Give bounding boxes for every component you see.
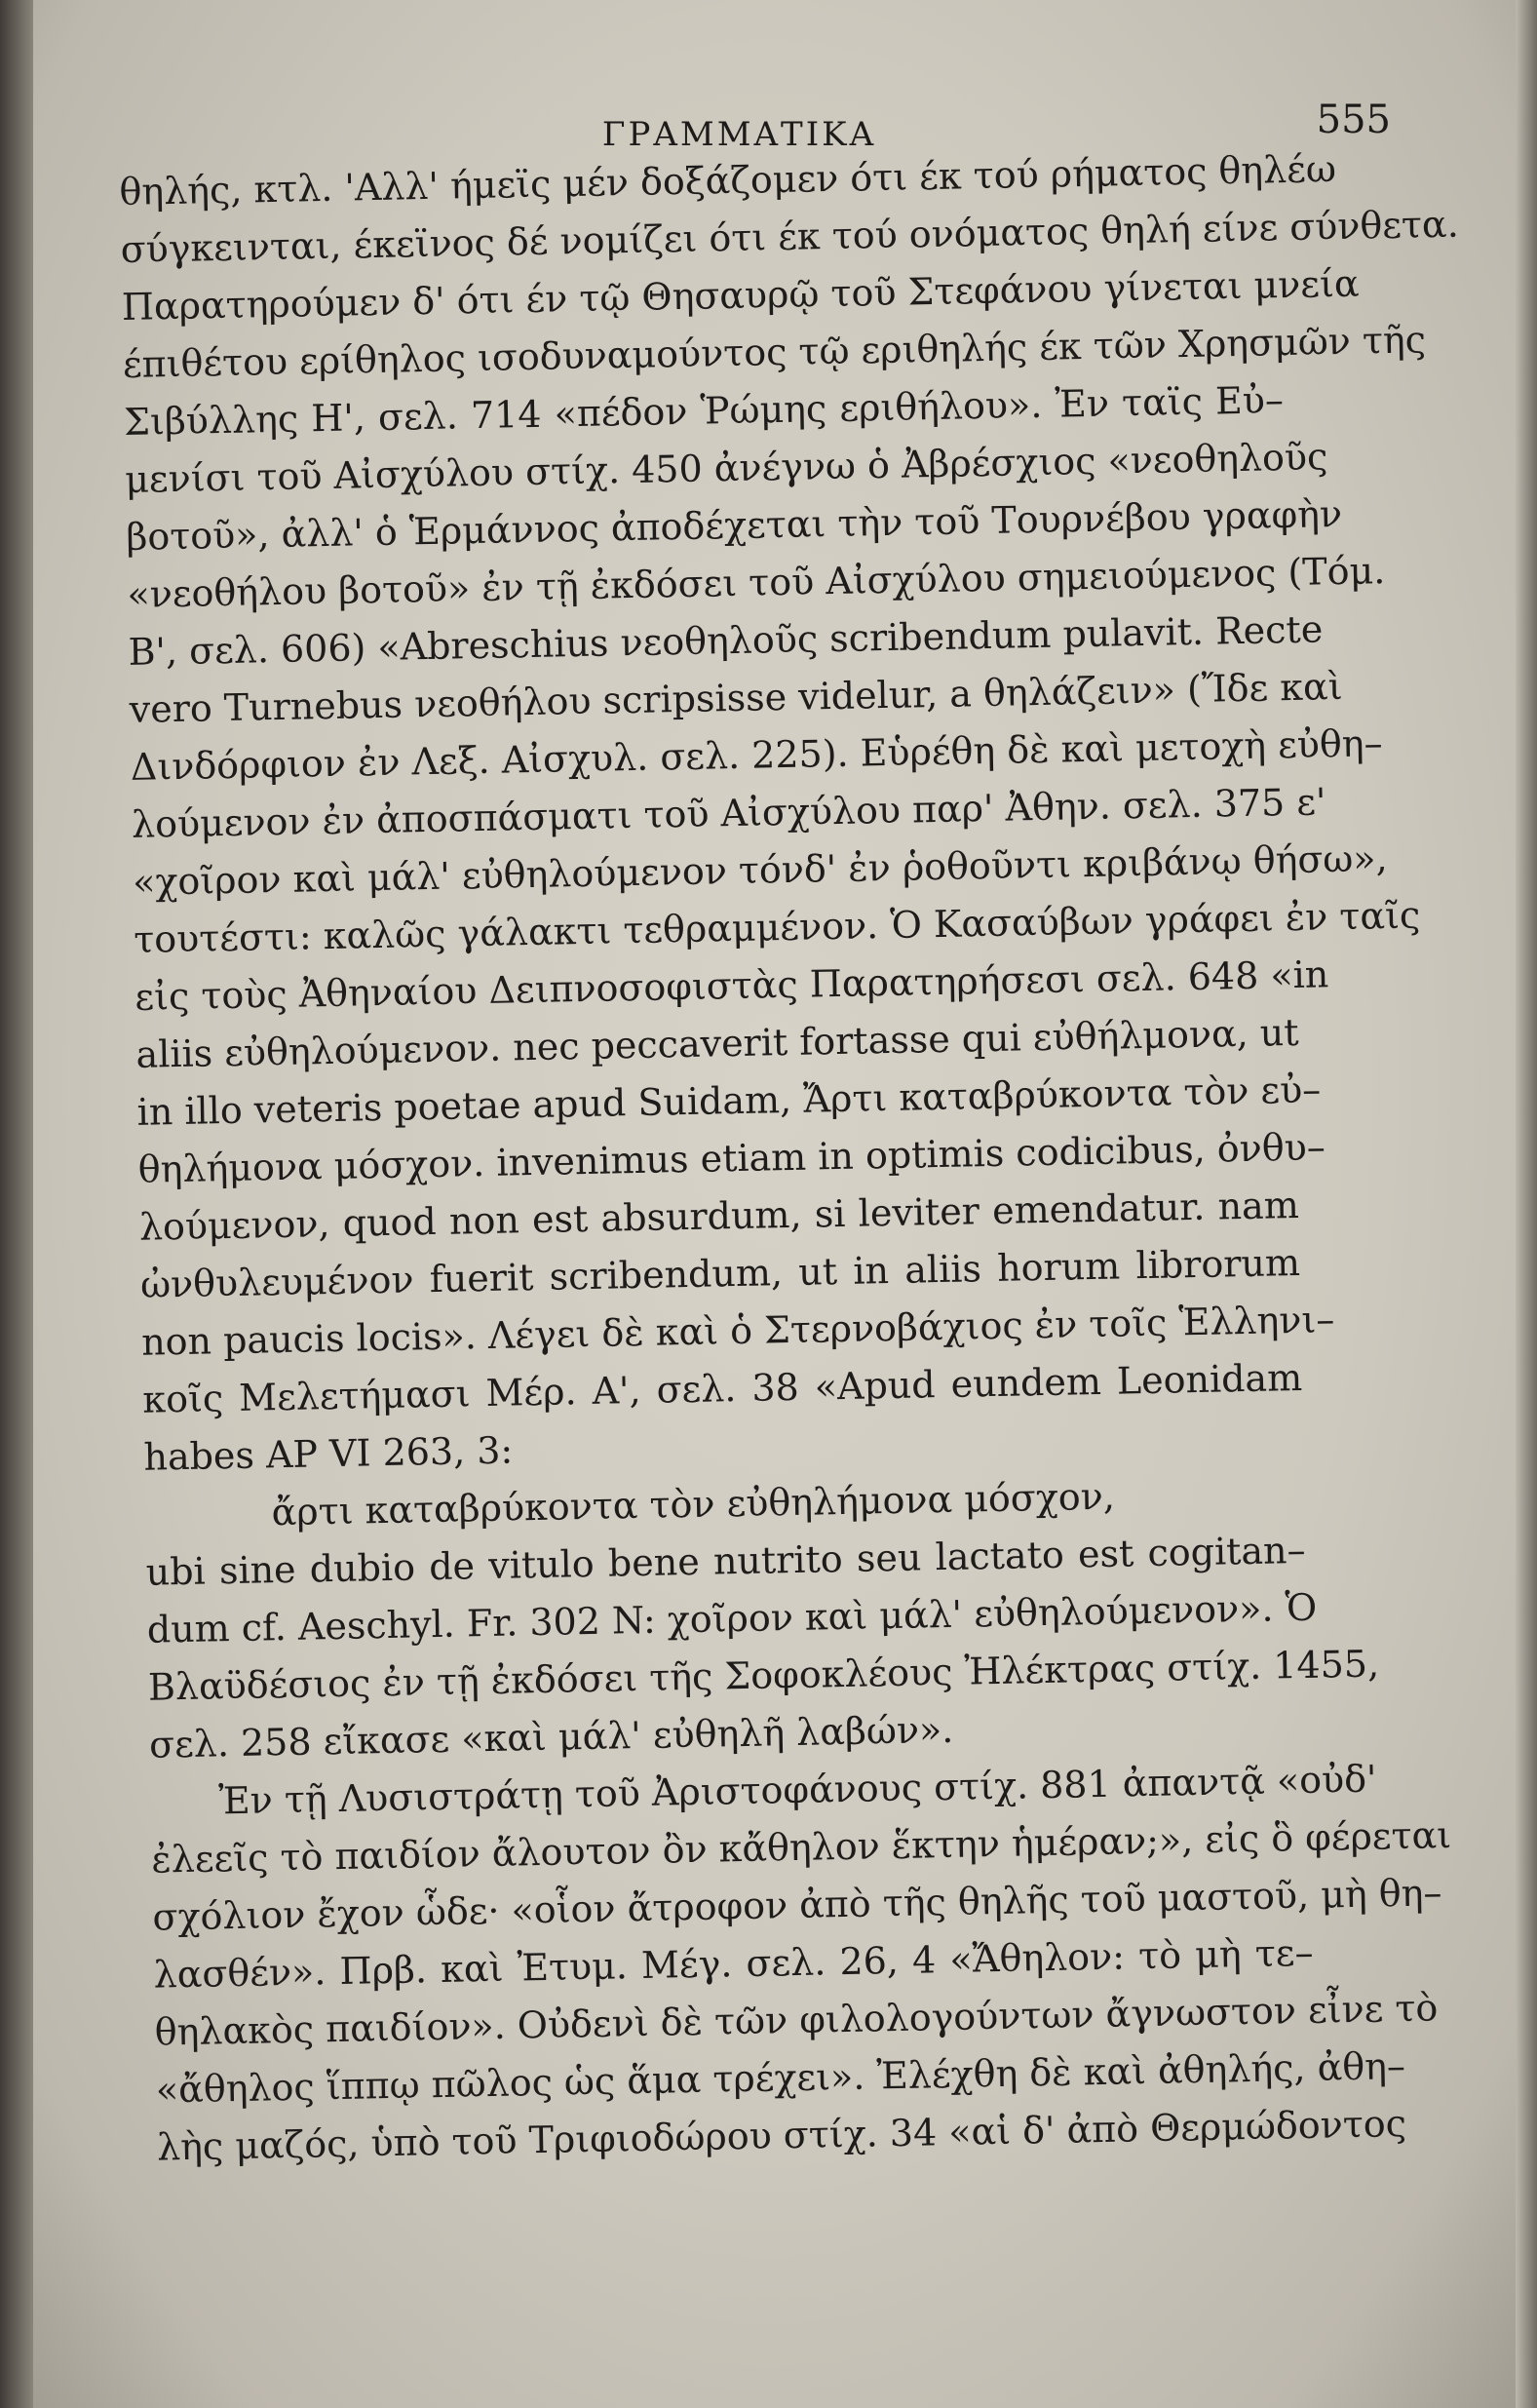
- text-line: Δινδόρφιον ἐν Λεξ. Αἰσχυλ. σελ. 225). Εὑρέθη δὲ καὶ μετοχὴ εὐθη–: [130, 721, 1383, 789]
- text-line: ubi sine dubio de vitulo bene nutrito seu lactato est cogitan–: [145, 1528, 1306, 1594]
- text-line: κοῖς Μελετήμασι Μέρ. Α', σελ. 38 «Apud eundem Leonidam: [141, 1355, 1303, 1421]
- text-line: dum cf. Aeschyl. Fr. 302 N: χοῖρον καὶ μάλ' εὐθηλούμενον». Ὁ: [146, 1585, 1318, 1651]
- text-line: θηλής, κτλ. 'Αλλ' ήμεϊς μέν δοξάζομεν ότι έκ τού ρήματος θηλέω: [119, 147, 1337, 214]
- text-line: σελ. 258 εἴκασε «καὶ μάλ' εὐθηλῆ λαβών».: [148, 1707, 954, 1767]
- text-line: «χοῖρον καὶ μάλ' εὐθηλούμενον τόνδ' ἐν ῥοθοῦντι κριβάνῳ θήσω»,: [132, 836, 1389, 904]
- text-line: σχόλιον ἔχον ὧδε· «οἷον ἄτροφον ἀπὸ τῆς θηλῆς τοῦ μαστοῦ, μὴ θη–: [152, 1871, 1442, 1939]
- text-line: «ἄθηλος ἵππῳ πῶλος ὡς ἅμα τρέχει». Ἐλέχθη δὲ καὶ ἀθηλής, ἀθη–: [155, 2044, 1406, 2112]
- text-line: λὴς μαζός, ὑπὸ τοῦ Τριφιοδώρου στίχ. 34 «αἱ δ' ἀπὸ Θερμώδοντος: [156, 2102, 1407, 2169]
- text-line: θηλήμονα μόσχον. invenimus etiam in optimis codicibus, ὀνθυ–: [137, 1125, 1326, 1191]
- text-line: «νεοθήλου βοτοῦ» ἐν τῇ ἐκδόσει τοῦ Αἰσχύλου σημειούμενος (Τόμ.: [127, 549, 1386, 616]
- paragraph-start-line: Ἐν τῇ Λυσιστράτῃ τοῦ Ἀριστοφάνους στίχ. 881 ἀπαντᾷ «οὐδ': [217, 1757, 1377, 1823]
- text-line: Σιβύλλης Η', σελ. 714 «πέδον Ῥώμης εριθήλου». Ἐν ταϊς Εὐ–: [123, 378, 1285, 444]
- text-body: [119, 141, 1460, 2176]
- text-line: ἐλεεῖς τὸ παιδίον ἄλουτον ὂν κἄθηλον ἕκτην ἡμέραν;», εἰς ὃ φέρεται: [150, 1813, 1452, 1882]
- text-line: vero Turnebus νεοθήλου scripsisse videlur, a θηλάζειν» (Ἴδε καὶ: [129, 664, 1343, 731]
- text-line: in illo veteris poetae apud Suidam, Ἄρτι καταβρύκοντα τὸν εὐ–: [136, 1068, 1322, 1134]
- text-line: τουτέστι: καλῶς γάλακτι τεθραμμένον. Ὁ Κασαύβων γράφει ἐν ταῖς: [133, 893, 1421, 961]
- text-line: habes AP VI 263, 3:: [143, 1428, 514, 1479]
- text-line: Παρατηρούμεν δ' ότι έν τῷ Θησαυρῷ τοῦ Στεφάνου γίνεται μνεία: [121, 261, 1360, 329]
- text-line: non paucis locis». Λέγει δὲ καὶ ὁ Στερνοβάχιος ἐν τοῖς Ἑλληνι–: [140, 1298, 1335, 1364]
- text-line: Β', σελ. 606) «Abreschius νεοθηλοῦς scribendum pulavit. Recte: [128, 607, 1324, 674]
- text-line: εἰς τοὺς Ἀθηναίου Δειπνοσοφιστὰς Παρατηρήσεσι σελ. 648 «in: [134, 952, 1329, 1019]
- binding-shadow: [0, 0, 33, 2408]
- text-line: βοτοῦ», ἀλλ' ὁ Ἑρμάννος ἀποδέχεται τὴν τοῦ Τουρνέβου γραφὴν: [125, 491, 1343, 559]
- text-line: aliis εὐθηλούμενον. nec peccaverit fortasse qui εὐθήλμονα, ut: [135, 1010, 1299, 1076]
- running-title: ΓΡΑΜΜΑΤΙΚΑ: [601, 115, 877, 154]
- page-number: 555: [1316, 97, 1391, 142]
- page-edge-shadow: [1516, 0, 1537, 2408]
- text-line: έπιθέτου ερίθηλος ισοδυναμούντος τῷ εριθηλής έκ τῶν Χρησμῶν τῆς: [122, 318, 1427, 386]
- text-line: θηλακὸς παιδίον». Οὐδενὶ δὲ τῶν φιλολογούντων ἄγνωστον εἶνε τὸ: [154, 1986, 1439, 2054]
- text-line: σύγκεινται, έκεϊνος δέ νομίζει ότι έκ τού ονόματος θηλή είνε σύνθετα.: [120, 202, 1460, 271]
- text-line: μενίσι τοῦ Αἰσχύλου στίχ. 450 ἀνέγνω ὁ Ἀβρέσχιος «νεοθηλοῦς: [124, 435, 1328, 501]
- text-line: λασθέν». Πρβ. καὶ Ἐτυμ. Μέγ. σελ. 26, 4 «Ἄθηλον: τὸ μὴ τε–: [153, 1930, 1314, 1997]
- text-line: ὠνθυλευμένον fuerit scribendum, ut in aliis horum librorum: [139, 1240, 1301, 1306]
- quoted-verse: ἄρτι καταβρύκοντα τὸν εὐθηλήμονα μόσχον,: [271, 1474, 1116, 1534]
- text-line: λούμενον, quod non est absurdum, si leviter emendatur. nam: [138, 1183, 1300, 1249]
- text-line: Βλαϋδέσιος ἐν τῇ ἐκδόσει τῆς Σοφοκλέους Ἠλέκτρας στίχ. 1455,: [147, 1642, 1380, 1709]
- text-line: λούμενον ἐν ἀποσπάσματι τοῦ Αἰσχύλου παρ' Ἀθην. σελ. 375 ε': [131, 780, 1326, 846]
